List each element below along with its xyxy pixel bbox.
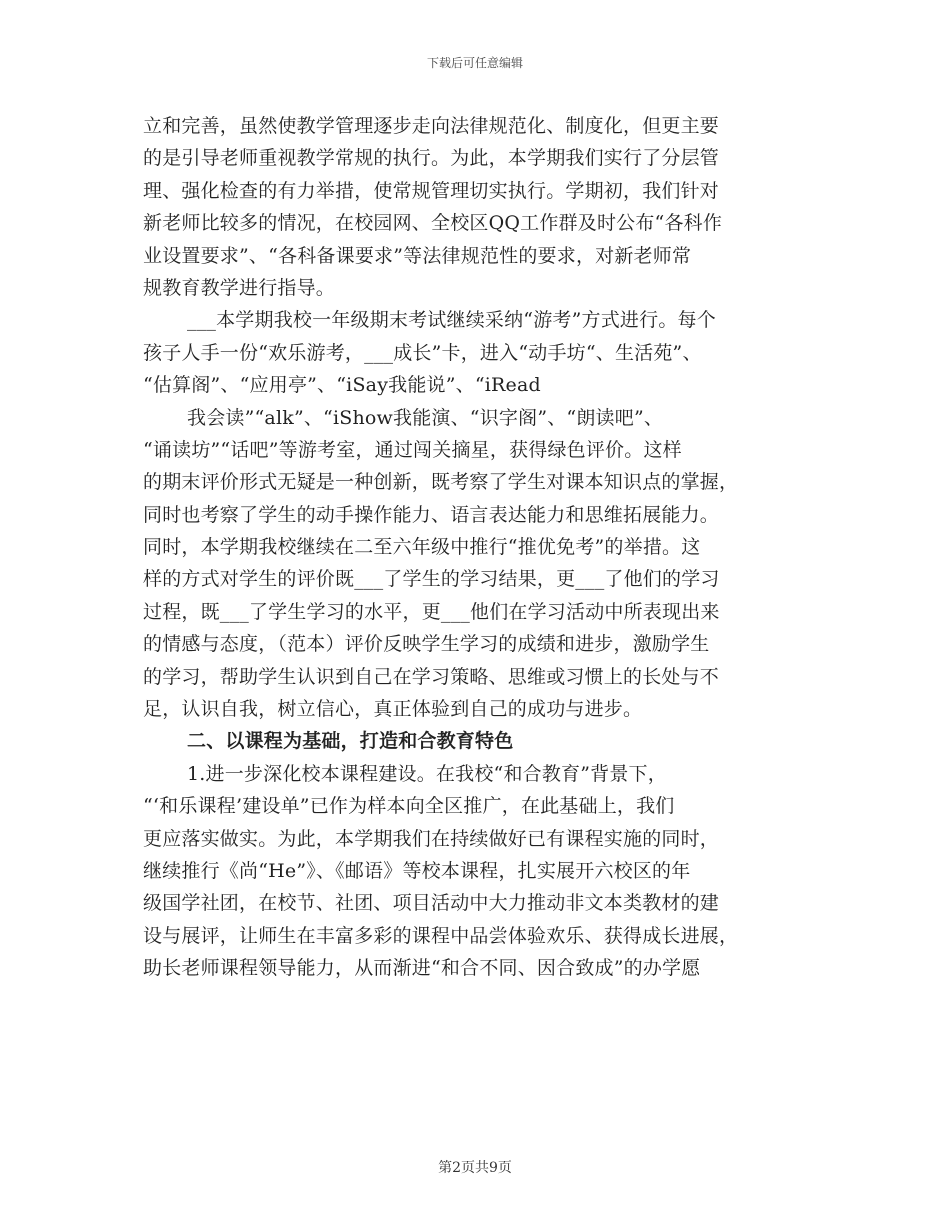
text-line: “‘和乐课程’建设单”已作为样本向全区推广，在此基础上，我们 xyxy=(143,795,675,818)
text-line: 样的方式对学生的评价既___了学生的学习结果，更___了他们的学习 xyxy=(143,568,720,591)
text-line: 孩子人手一份“欢乐游考，___成长”卡，进入“动手坊“、生活苑”、 xyxy=(143,341,702,364)
text-line: 同时也考察了学生的动手操作能力、语言表达能力和思维拓展能力。 xyxy=(143,503,720,526)
text-line: 级国学社团，在校节、社团、项目活动中大力推动非文本类教材的建 xyxy=(143,892,720,915)
text-line: 更应落实做实。为此，本学期我们在持续做好已有课程实施的同时， xyxy=(143,827,720,850)
text-line: 同时，本学期我校继续在二至六年级中推行“推优免考”的举措。这 xyxy=(143,536,701,559)
text-line: 我会读”“alk”、“iShow我能演、“识字阁”、“朗读吧”、 xyxy=(187,406,664,429)
text-line: 规教育教学进行指导。 xyxy=(143,276,336,299)
text-line: 业设置要求”、“各科备课要求”等法律规范性的要求，对新老师常 xyxy=(143,244,692,267)
text-line: 设与展评，让师生在丰富多彩的课程中品尝体验欢乐、获得成长进展， xyxy=(143,924,739,947)
text-line: ___本学期我校一年级期末考试继续采纳“游考”方式进行。每个 xyxy=(187,309,716,332)
text-line: 1.进一步深化校本课程建设。在我校“和合教育”背景下， xyxy=(187,762,667,785)
section-heading: 二、以课程为基础，打造和合教育特色 xyxy=(187,730,514,753)
text-line: 立和完善，虽然使教学管理逐步走向法律规范化、制度化，但更主要 xyxy=(143,115,720,137)
text-line: 足，认识自我，树立信心，真正体验到自己的成功与进步。 xyxy=(143,698,643,721)
text-line: “诵读坊”“话吧”等游考室，通过闯关摘星，获得绿色评价。这样 xyxy=(143,438,682,461)
text-line: 新老师比较多的情况，在校园网、全校区QQ工作群及时公布“各科作 xyxy=(143,212,723,235)
text-line: “估算阁”、“应用亭”、“iSay我能说”、“iRead xyxy=(143,374,541,397)
text-line: 的情感与态度，（范本）评价反映学生学习的成绩和进步，激励学生 xyxy=(143,633,710,656)
text-line: 的期末评价形式无疑是一种创新，既考察了学生对课本知识点的掌握， xyxy=(143,471,739,494)
text-line: 理、强化检查的有力举措，使常规管理切实执行。学期初，我们针对 xyxy=(143,179,720,202)
text-line: 助长老师课程领导能力，从而渐进“和合不同、因合致成”的办学愿 xyxy=(143,957,701,980)
text-line: 的学习，帮助学生认识到自己在学习策略、思维或习惯上的长处与不 xyxy=(143,665,720,688)
text-line: 继续推行《尚“He”》、《邮语》等校本课程，扎实展开六校区的年 xyxy=(143,859,691,882)
document-body xyxy=(143,110,823,985)
page-footer: 第2页共9页 xyxy=(438,1160,512,1176)
page-header: 下载后可任意编辑 xyxy=(426,56,523,70)
text-line: 过程，既___了学生学习的水平，更___他们在学习活动中所表现出来 xyxy=(143,600,720,623)
text-line: 的是引导老师重视教学常规的执行。为此，本学期我们实行了分层管 xyxy=(143,147,720,170)
